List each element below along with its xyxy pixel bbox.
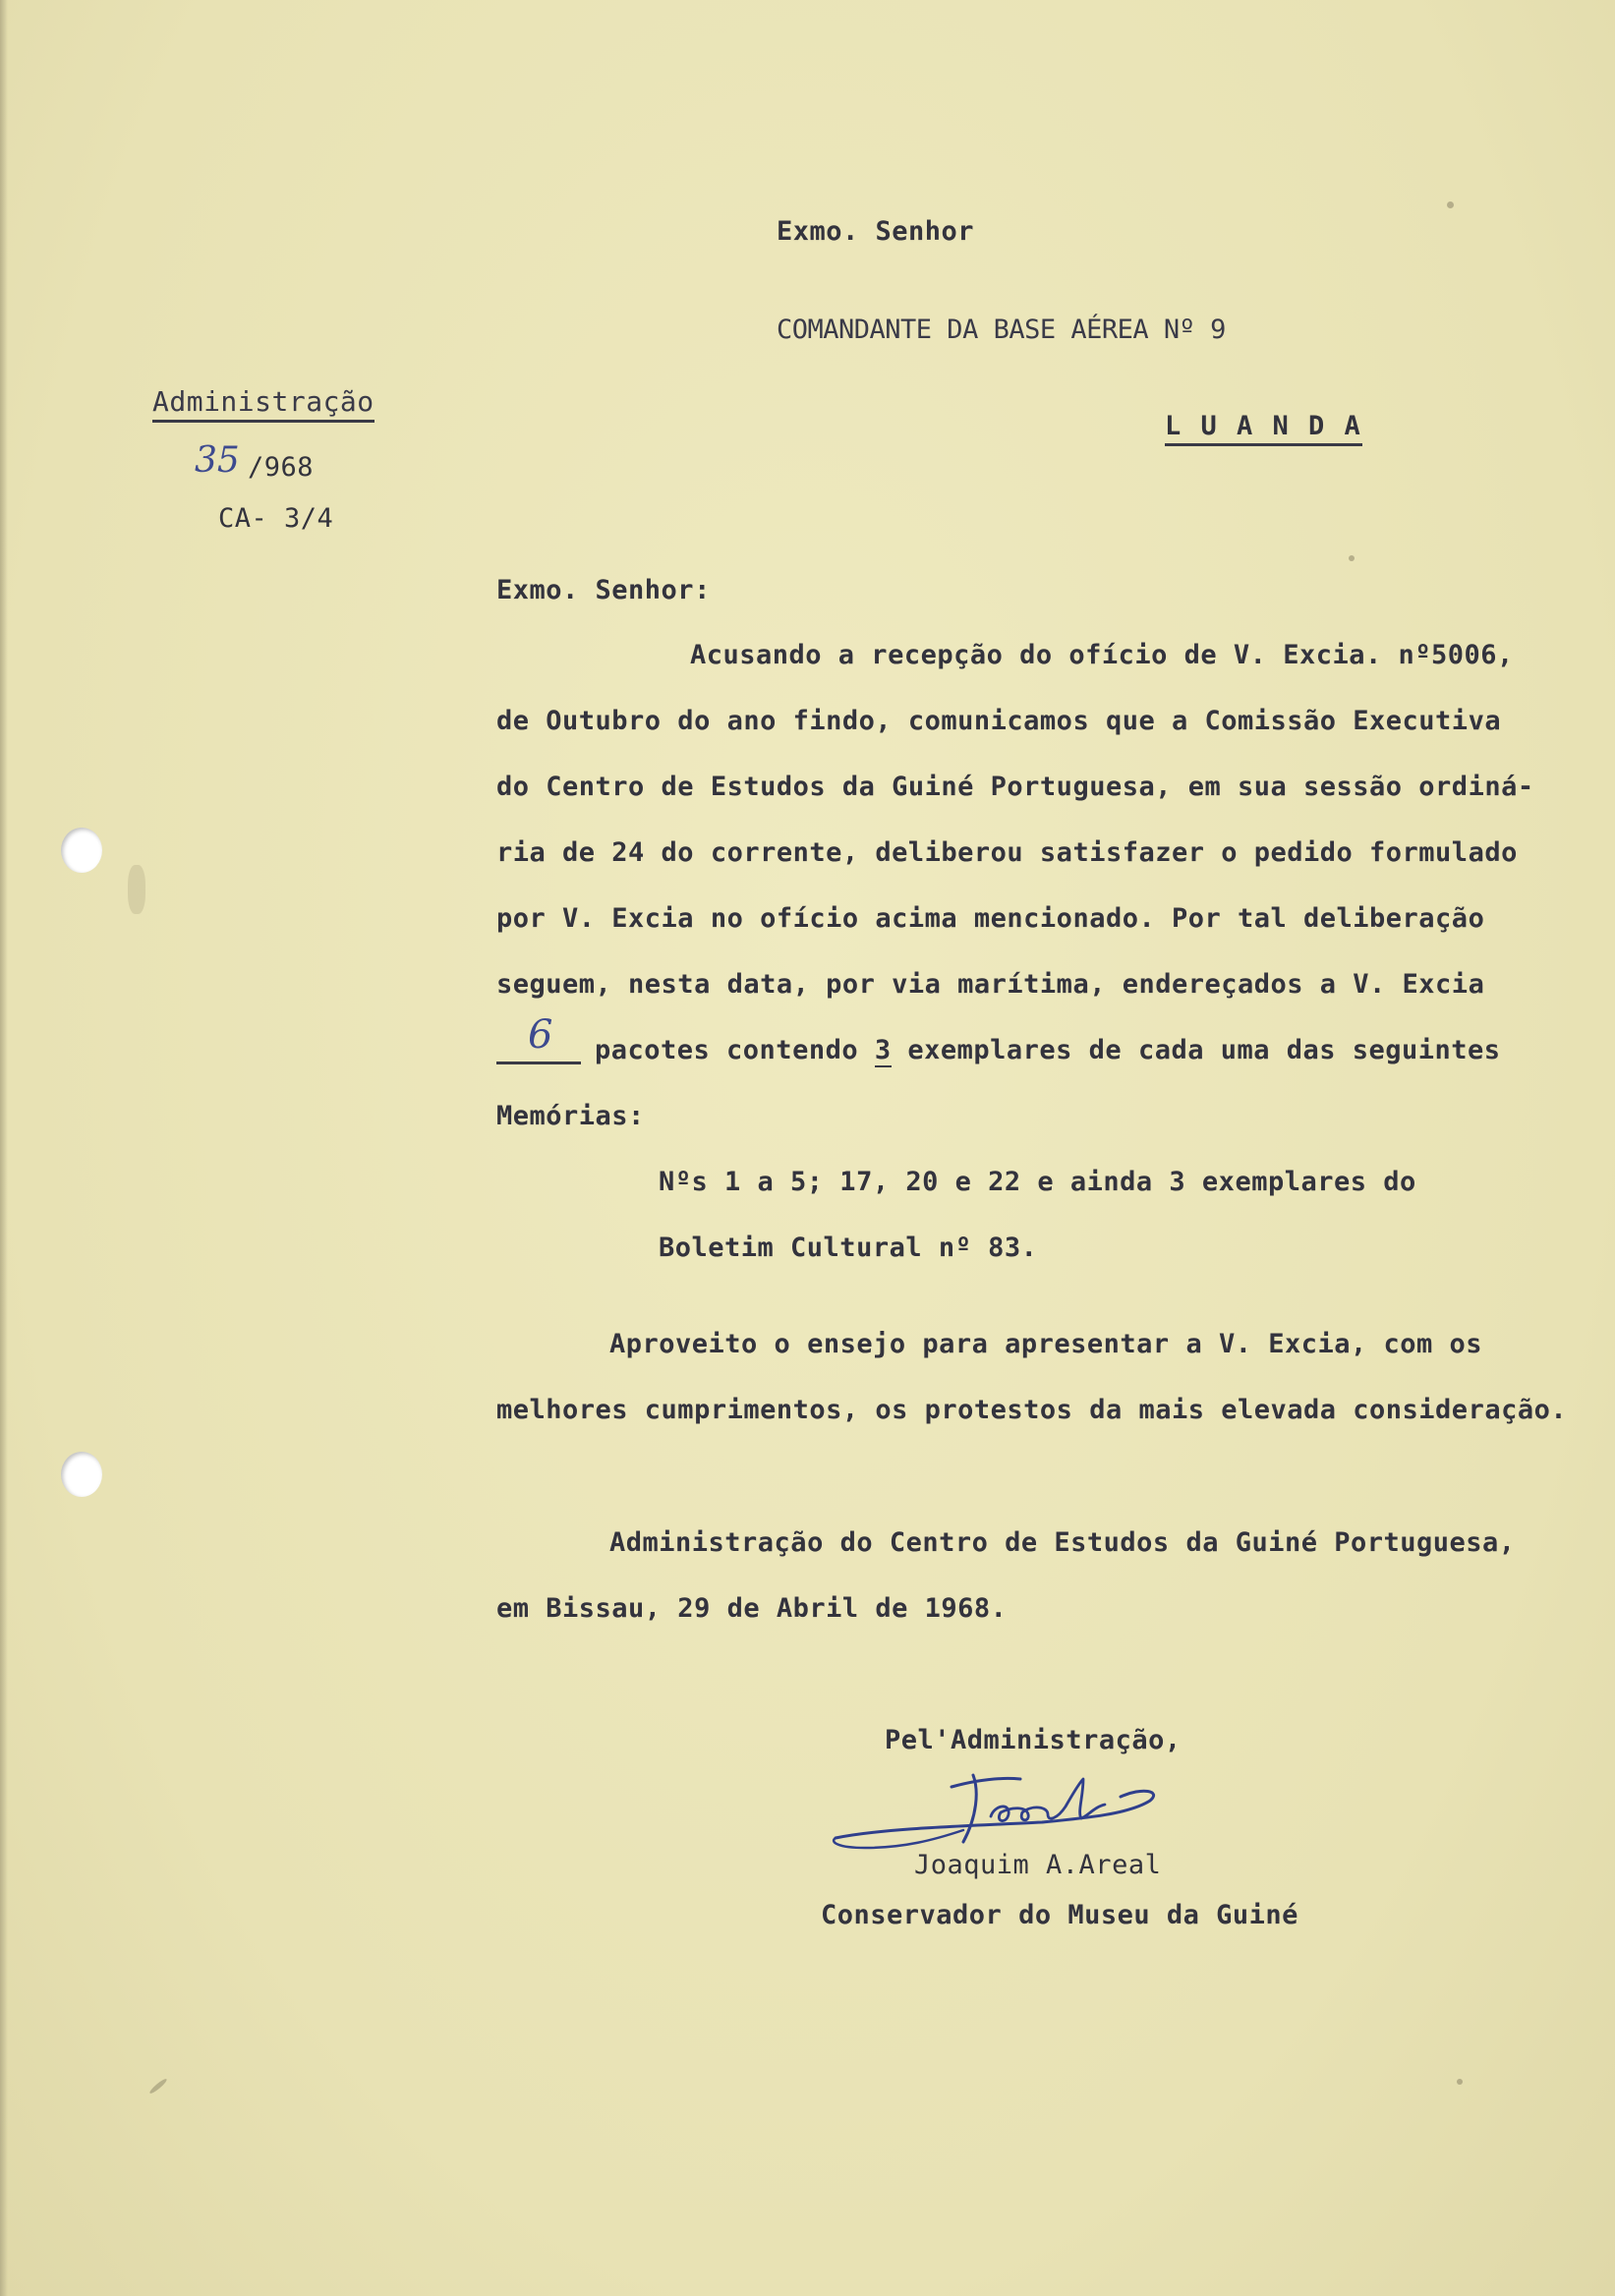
closing-line: melhores cumprimentos, os protestos da mais elevada consideração. (496, 1395, 1568, 1425)
body-line: seguem, nesta data, por via marítima, endereçados a V. Excia (496, 969, 1485, 1000)
punch-hole-bottom (61, 1452, 102, 1497)
list-line: Nºs 1 a 5; 17, 20 e 22 e ainda 3 exemplares do (659, 1167, 1416, 1197)
signature-role: Conservador do Museu da Guiné (821, 1900, 1298, 1930)
letter-greeting: Exmo. Senhor: (496, 575, 711, 605)
paper-edge-shadow (0, 0, 8, 2296)
body-line: por V. Excia no ofício acima mencionado. Por tal deliberação (496, 903, 1485, 934)
recipient-salutation: Exmo. Senhor (777, 216, 975, 247)
packets-line (595, 1035, 1501, 1065)
paper-stain (128, 865, 145, 914)
closing-line: Aproveito o ensejo para apresentar a V. Excia, com os (609, 1329, 1483, 1359)
recipient-title: COMANDANTE DA BASE AÉREA Nº 9 (777, 315, 1226, 345)
packets-text-before: pacotes contendo (595, 1035, 875, 1065)
paper-speck (1447, 201, 1454, 208)
place-line: Administração do Centro de Estudos da Guiné Portuguesa, (609, 1527, 1516, 1558)
body-line: Acusando a recepção do ofício de V. Excia. nº5006, (690, 640, 1514, 670)
body-line: de Outubro do ano findo, comunicamos que a Comissão Executiva (496, 706, 1502, 736)
paper-speck (1457, 2079, 1463, 2085)
punch-hole-top (61, 828, 102, 873)
paper-speck (1349, 555, 1355, 561)
reference-year: /968 (248, 452, 315, 483)
reference-file: CA- 3/4 (218, 503, 334, 534)
packets-text-after: exemplares de cada uma das seguintes (891, 1035, 1501, 1065)
reference-number-handwritten: 35 (195, 440, 240, 481)
body-line: ria de 24 do corrente, deliberou satisfazer o pedido formulado (496, 837, 1518, 868)
body-line: do Centro de Estudos da Guiné Portuguesa, em sua sessão ordiná- (496, 772, 1534, 802)
list-line: Boletim Cultural nº 83. (659, 1233, 1038, 1263)
packets-count-blank (496, 1062, 581, 1064)
packets-copies: 3 (874, 1035, 892, 1065)
memorias-label: Memórias: (496, 1101, 645, 1131)
signature-on-behalf: Pel'Administração, (885, 1725, 1182, 1755)
packets-count-handwritten: 6 (528, 1012, 553, 1058)
reference-department: Administração (152, 385, 375, 423)
signature-name: Joaquim A.Areal (914, 1850, 1162, 1880)
place-line: em Bissau, 29 de Abril de 1968. (496, 1593, 1008, 1624)
recipient-city: L U A N D A (1165, 411, 1362, 446)
